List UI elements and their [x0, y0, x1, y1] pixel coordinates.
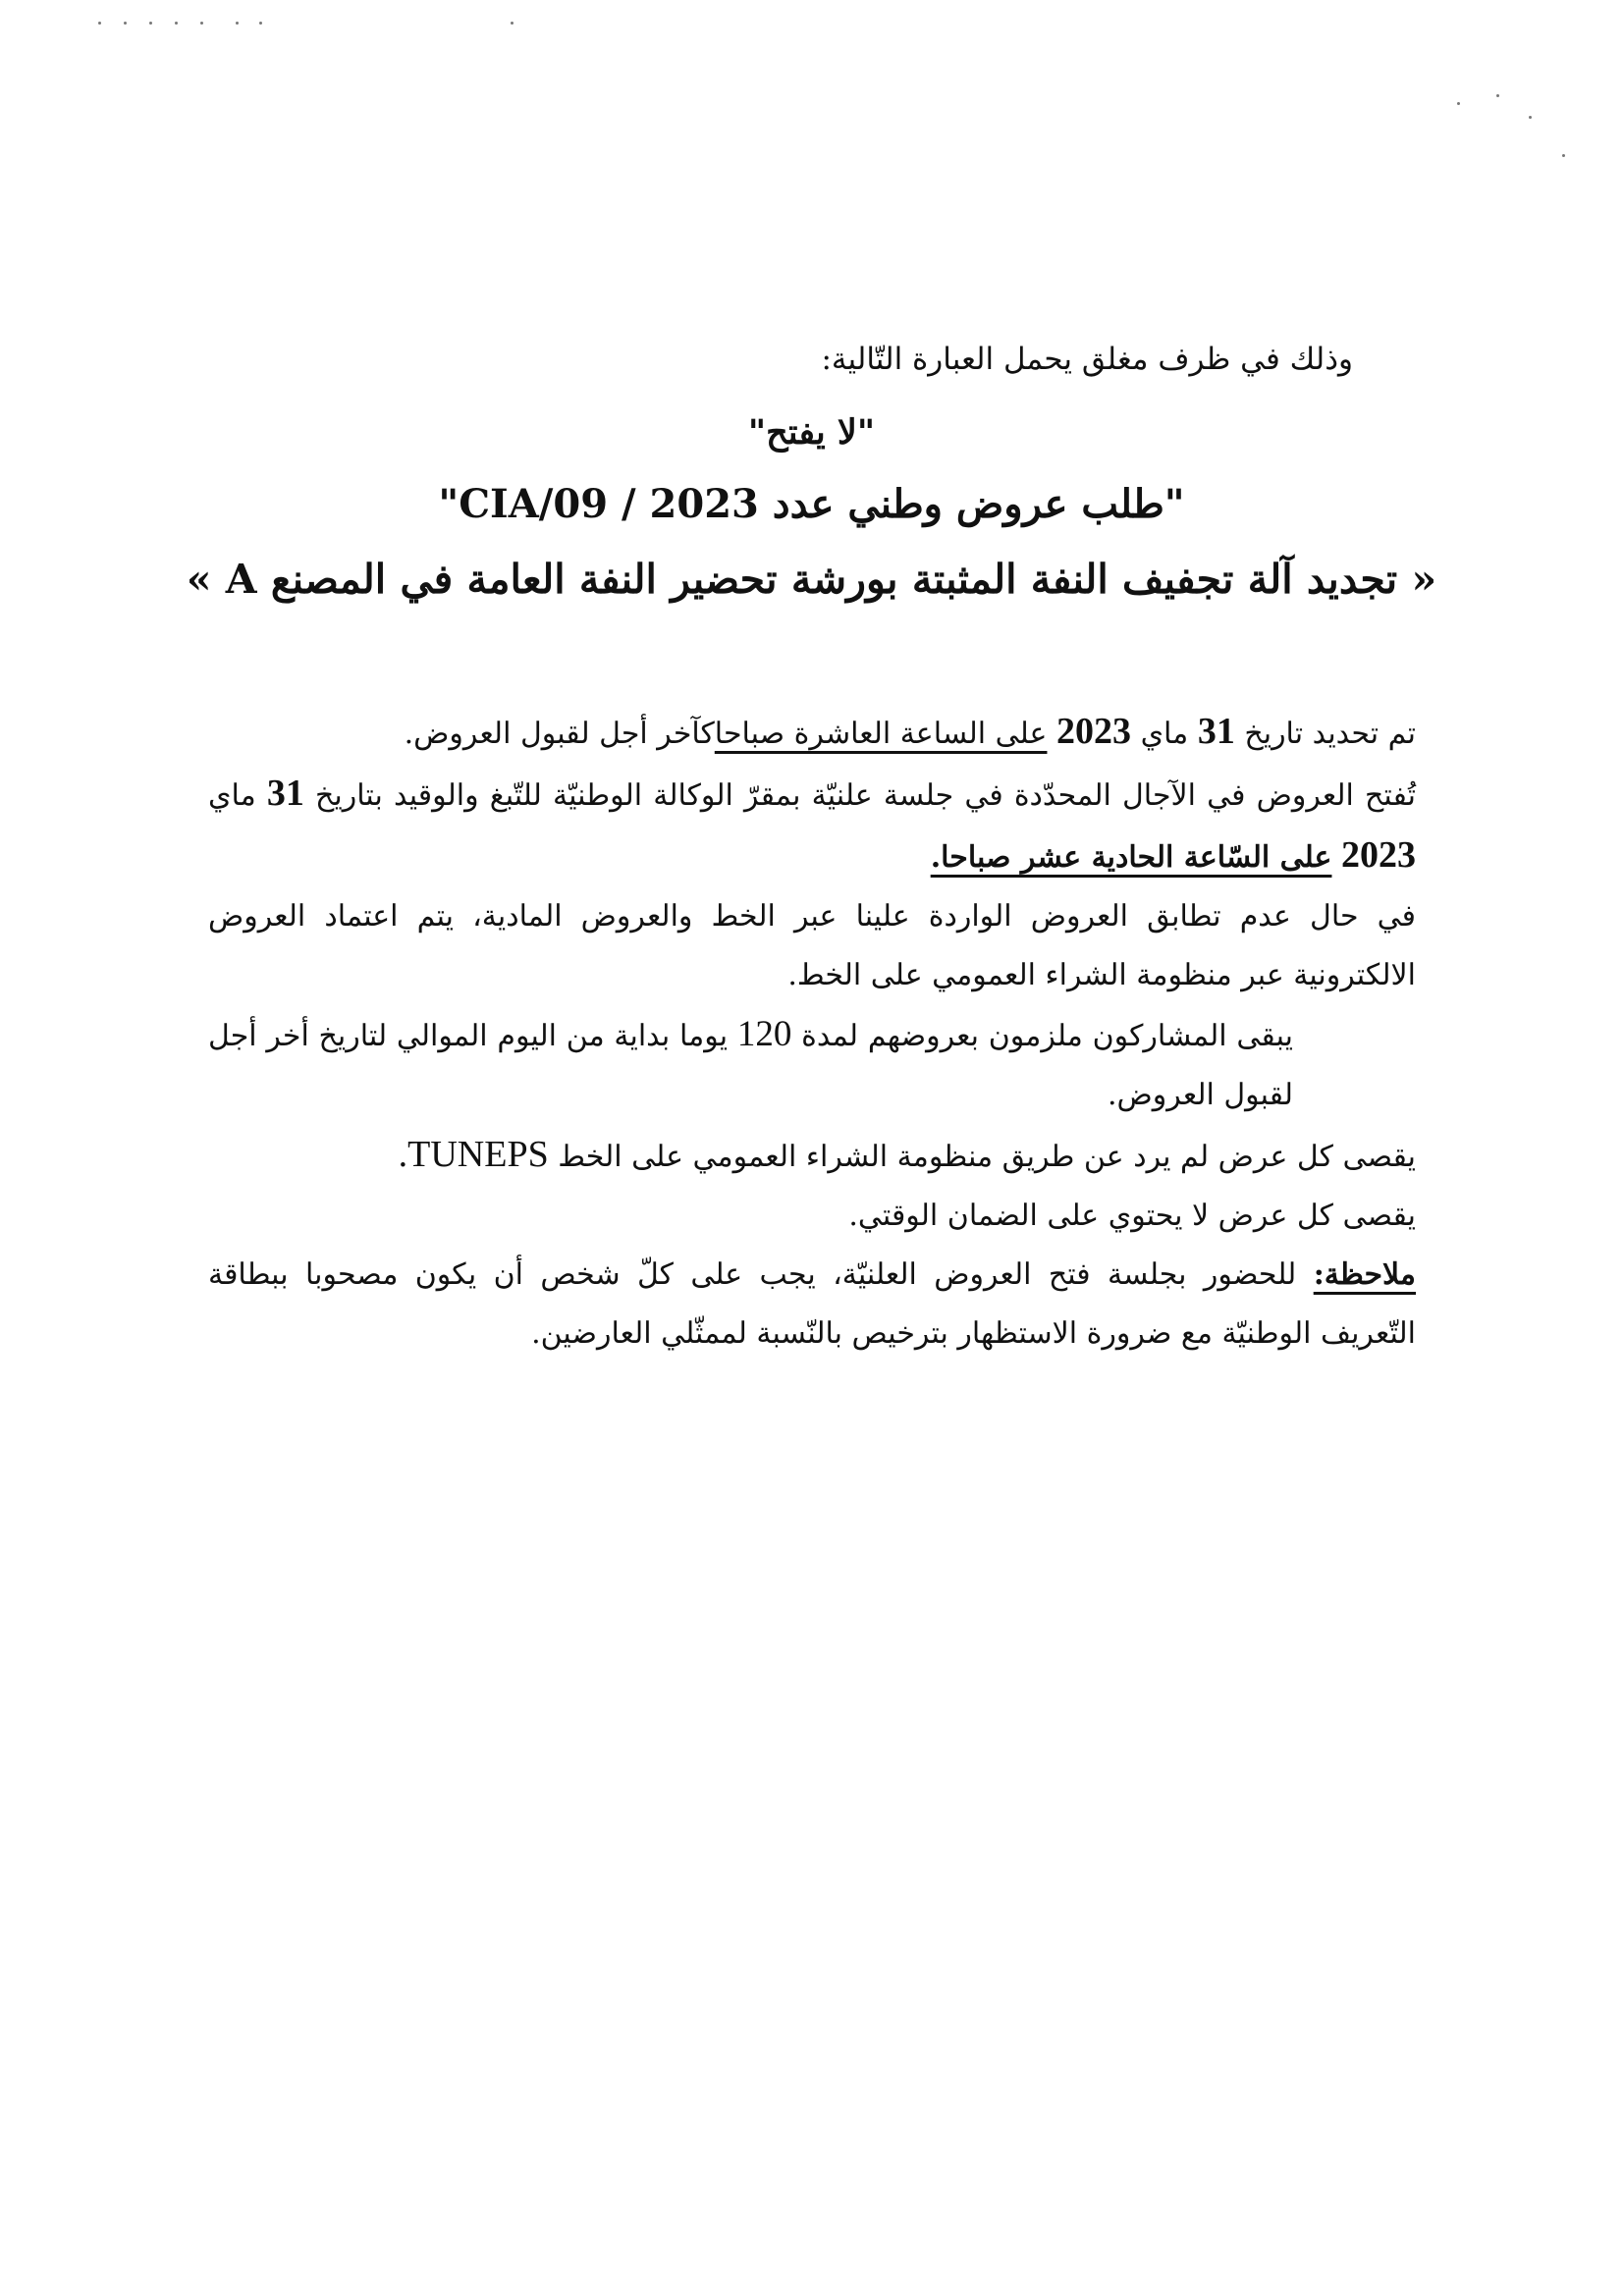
scan-speck: [1496, 94, 1499, 97]
scan-speck: [149, 22, 152, 25]
document-body: [208, 702, 1416, 1363]
scan-speck: [236, 22, 239, 25]
validity-paragraph: [208, 1005, 1416, 1125]
scan-speck: [259, 22, 262, 25]
guarantee-exclusion-paragraph: يقصى كل عرض لا يحتوي على الضمان الوقتي.: [848, 1199, 1416, 1233]
opening-day: 31: [266, 773, 304, 814]
tuneps-text: يقصى كل عرض لم يرد عن طريق منظومة الشراء العمومي على الخط: [558, 1140, 1416, 1174]
deadline-text-end: كآخر أجل لقبول العروض.: [404, 717, 715, 751]
deadline-text-start: تم تحديد تاريخ: [1244, 717, 1416, 751]
scan-speck: [511, 22, 514, 25]
scan-speck: [175, 22, 178, 25]
tender-subject-heading: « تجديد آلة تجفيف النفة المثبتة بورشة تحضير النفة العامة في المصنع A »: [186, 556, 1437, 603]
deadline-month: ماي: [1140, 717, 1189, 751]
note-label: ملاحظة:: [1313, 1257, 1416, 1292]
opening-time: على السّاعة الحادية عشر صباحا.: [930, 840, 1332, 875]
deadline-paragraph: [208, 702, 1416, 764]
note-paragraph: [208, 1246, 1416, 1363]
scan-speck: [1457, 102, 1460, 105]
validity-text-start: يبقى المشاركون ملزمون بعروضهم لمدة: [801, 1019, 1293, 1053]
tender-number-heading: "طلب عروض وطني عدد 2023 / CIA/09": [438, 481, 1185, 527]
scan-speck: [1562, 154, 1565, 157]
deadline-time: على الساعة العاشرة صباحا: [714, 717, 1048, 751]
note-text: للحضور بجلسة فتح العروض العلنيّة، يجب على كلّ شخص أن يكون مصحوبا ببطاقة التّعريف الوطنيّة مع ضرورة الاستظهار بترخيص بالنّسبة لممثّلي العارضين.: [208, 1257, 1416, 1351]
scan-speck: [200, 22, 203, 25]
intro-line: وذلك في ظرف مغلق يحمل العبارة التّالية:: [821, 342, 1353, 377]
deadline-year: 2023: [1056, 711, 1132, 752]
do-not-open-heading: "لا يفتح": [747, 412, 876, 453]
opening-text-start: تُفتح العروض في الآجال المحدّدة في جلسة علنيّة بمقرّ الوكالة الوطنيّة للتّبغ والوقيد بتاريخ: [315, 778, 1416, 813]
tuneps-exclusion-paragraph: [208, 1125, 1416, 1187]
scan-speck: [98, 22, 101, 25]
validity-days: 120: [736, 1014, 792, 1054]
validity-text-end: يوما بداية من اليوم الموالي لتاريخ أخر أجل لقبول العروض.: [208, 1019, 1293, 1112]
scan-speck: [1529, 116, 1532, 119]
opening-year: 2023: [1341, 834, 1416, 876]
opening-session-paragraph: [208, 764, 1416, 887]
mismatch-paragraph: في حال عدم تطابق العروض الواردة علينا عبر الخط والعروض المادية، يتم اعتماد العروض الالكترونية عبر منظومة الشراء العمومي على الخط.: [208, 899, 1416, 992]
scan-speck: [124, 22, 127, 25]
deadline-day: 31: [1197, 711, 1235, 752]
tuneps-name: TUNEPS.: [398, 1134, 549, 1175]
opening-month: ماي: [208, 778, 256, 813]
